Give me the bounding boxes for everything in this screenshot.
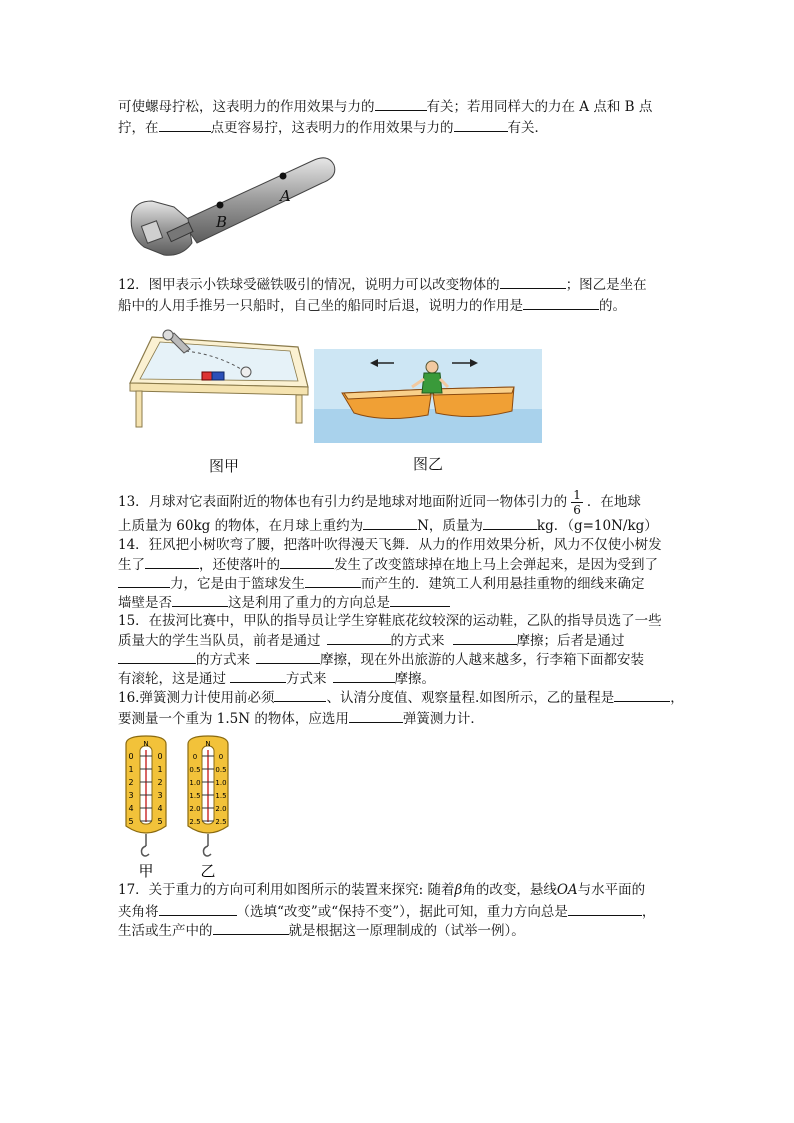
tick-label: 1.0 <box>215 779 227 787</box>
q17-text: 夹角将 <box>118 904 159 920</box>
q16-text: 、认清分度值、观察量程.如图所示，乙的量程是 <box>326 690 615 706</box>
q17-line-1 <box>118 880 645 900</box>
q12-line-2 <box>118 295 626 316</box>
answer-blank[interactable] <box>256 649 320 664</box>
q15-text: 摩擦；后者是通过 <box>516 633 625 649</box>
unit-label-yi: N <box>205 740 211 748</box>
answer-blank[interactable] <box>159 117 211 132</box>
label-a: A <box>280 187 291 205</box>
q13-text: N，质量为 <box>417 518 483 534</box>
label-b: B <box>216 213 228 231</box>
q15-text: 有滚轮，这是通过 <box>118 671 226 687</box>
tick-label: 0 <box>157 752 163 761</box>
tick-label: 1 <box>157 765 163 774</box>
answer-blank[interactable] <box>349 708 403 723</box>
q14-line-1 <box>118 535 662 555</box>
tick-label: 2.0 <box>215 805 227 813</box>
answer-blank[interactable] <box>363 515 417 530</box>
q16-text: 弹簧测力计． <box>402 711 484 727</box>
q17-text: 角的改变，悬线 <box>462 882 557 898</box>
q12-text: 12．图甲表示小铁球受磁铁吸引的情况，说明力可以改变物体的 <box>118 277 500 293</box>
q16-text: 要测量一个重为 1.5N 的物体，应选用 <box>118 711 349 727</box>
q13-line-2 <box>118 515 658 536</box>
q12-text: ；图乙是坐在 <box>565 277 647 293</box>
tick-label: 5 <box>128 817 134 826</box>
q13-text: 上质量为 60kg 的物体，在月球上重约为 <box>118 518 364 534</box>
q16-line-1 <box>118 687 684 708</box>
oa-label: OA <box>556 882 578 898</box>
tick-label: 0 <box>192 753 198 761</box>
q14-text: ，还使落叶的 <box>199 557 280 573</box>
q11-line-1 <box>118 96 652 117</box>
label-jia: 甲 <box>138 862 154 878</box>
tick-label: 2 <box>157 778 163 787</box>
answer-blank[interactable] <box>230 668 286 683</box>
fraction-denominator: 6 <box>573 503 581 517</box>
tick-label: 0.5 <box>215 766 227 774</box>
q17-text: 生活或生产中的 <box>118 923 213 939</box>
q17-text: （选填“改变”或“保持不变”），据此可知，重力方向总是 <box>236 904 568 920</box>
q17-text: 17．关于重力的方向可利用如图所示的装置来探究: 随着 <box>118 882 455 898</box>
q15-text: 质量大的学生当队员，前者是通过 <box>118 633 321 649</box>
caption-yi: 图乙 <box>413 455 444 473</box>
q11-text: 有关；若用同样大的力在 A 点和 B 点 <box>426 99 653 115</box>
caption-jia: 图甲 <box>209 457 240 475</box>
q17-line-2 <box>118 901 655 922</box>
answer-blank[interactable] <box>305 573 361 588</box>
answer-blank[interactable] <box>118 649 196 664</box>
tick-label: 1.5 <box>215 792 227 800</box>
q11-text: 点更容易拧，这表明力的作用效果与力的 <box>210 120 454 136</box>
tick-label: 4 <box>128 804 134 813</box>
unit-label-jia: N <box>143 740 149 748</box>
answer-blank[interactable] <box>375 96 427 111</box>
q17-text: 与水平面的 <box>577 882 646 898</box>
q12-text: 的。 <box>599 298 626 314</box>
point-b-dot <box>217 202 224 209</box>
tick-label: 1 <box>128 765 134 774</box>
tick-label: 0 <box>128 752 134 761</box>
q15-text: 的方式来 <box>196 652 250 668</box>
spring-scale-jia <box>126 736 166 856</box>
q14-text: 发生了改变篮球掉在地上马上会弹起来，是因为受到了 <box>334 557 658 573</box>
answer-blank[interactable] <box>159 901 237 916</box>
q15-text: 摩擦。 <box>394 671 435 687</box>
answer-blank[interactable] <box>390 592 450 607</box>
q13-line-1 <box>118 488 641 517</box>
spring-scale-yi <box>188 736 228 856</box>
q14-line-4 <box>118 592 450 613</box>
q17-text: 就是根据这一原理制成的（试举一例）。 <box>288 923 525 939</box>
tick-label: 1.0 <box>189 779 201 787</box>
answer-blank[interactable] <box>145 554 199 569</box>
q15-text: 方式来 <box>286 671 327 687</box>
q14-text: 这是利用了重力的方向总是 <box>228 595 390 611</box>
q15-line-1 <box>118 611 662 631</box>
q14-text: 墙壁是否 <box>118 595 172 611</box>
answer-blank[interactable] <box>327 630 391 645</box>
point-a-dot <box>280 173 287 180</box>
answer-blank[interactable] <box>172 592 228 607</box>
boats-figure <box>314 349 542 443</box>
q14-text: 14．狂风把小树吹弯了腰，把落叶吹得漫天飞舞．从力的作用效果分析，风力不仅使小树发 <box>118 537 662 553</box>
answer-blank[interactable] <box>280 554 334 569</box>
label-yi: 乙 <box>200 862 216 878</box>
q13-text: ．在地球 <box>586 494 641 510</box>
answer-blank[interactable] <box>483 515 537 530</box>
q14-line-3 <box>118 573 645 594</box>
q14-text: 生了 <box>118 557 145 573</box>
q15-text: 的方式来 <box>390 633 445 649</box>
q16-line-2 <box>118 708 484 729</box>
tick-label: 4 <box>157 804 163 813</box>
tick-label: 2 <box>128 778 134 787</box>
q11-text: 可使螺母拧松，这表明力的作用效果与力的 <box>118 99 375 115</box>
answer-blank[interactable] <box>118 573 170 588</box>
q15-text: 15．在拔河比赛中，甲队的指导员让学生穿鞋底花纹较深的运动鞋，乙队的指导员选了一些 <box>118 613 662 629</box>
tick-label: 0.5 <box>189 766 201 774</box>
tick-label: 5 <box>157 817 163 826</box>
fraction-numerator: 1 <box>573 488 581 502</box>
q15-text: 摩擦，现在外出旅游的人越来越多，行李箱下面都安装 <box>320 652 644 668</box>
tick-label: 3 <box>157 791 163 800</box>
spring-scales-figure <box>118 734 248 878</box>
answer-blank[interactable] <box>568 901 642 916</box>
answer-blank[interactable] <box>453 630 517 645</box>
answer-blank[interactable] <box>274 687 326 702</box>
magnet-table-figure <box>124 325 310 435</box>
fraction <box>571 488 583 517</box>
tick-label: 2.0 <box>189 805 201 813</box>
answer-blank[interactable] <box>333 668 395 683</box>
wrench-figure <box>122 143 342 261</box>
beta-symbol: β <box>454 882 463 898</box>
tick-label: 2.5 <box>215 818 227 826</box>
q17-line-3 <box>118 920 525 941</box>
q17-text: ， <box>641 904 656 920</box>
tick-label: 2.5 <box>189 818 201 826</box>
q15-line-2 <box>118 630 625 651</box>
q12-line-1 <box>118 274 647 295</box>
answer-blank[interactable] <box>454 117 508 132</box>
q11-text: 拧，在 <box>118 120 159 136</box>
q14-line-2 <box>118 554 658 575</box>
q15-line-4 <box>118 668 435 689</box>
q13-text: 13．月球对它表面附近的物体也有引力约是地球对地面附近同一物体引力的 <box>118 494 568 510</box>
answer-blank[interactable] <box>523 295 599 310</box>
tick-label: 1.5 <box>189 792 201 800</box>
q14-text: 而产生的．建筑工人利用悬挂重物的细线来确定 <box>361 576 645 592</box>
answer-blank[interactable] <box>213 920 289 935</box>
answer-blank[interactable] <box>614 687 670 702</box>
q14-text: 力，它是由于篮球发生 <box>170 576 305 592</box>
q11-line-2 <box>118 117 548 138</box>
q16-text: ， <box>670 690 684 706</box>
q11-text: 有关． <box>507 120 548 136</box>
q15-line-3 <box>118 649 644 670</box>
q12-text: 船中的人用手推另一只船时，自己坐的船同时后退，说明力的作用是 <box>118 298 523 314</box>
tick-label: 3 <box>128 791 134 800</box>
q16-text: 16.弹簧测力计使用前必须 <box>118 690 275 706</box>
tick-label: 0 <box>218 753 224 761</box>
answer-blank[interactable] <box>500 274 566 289</box>
q13-text: kg．（g=10N/kg） <box>536 518 658 534</box>
